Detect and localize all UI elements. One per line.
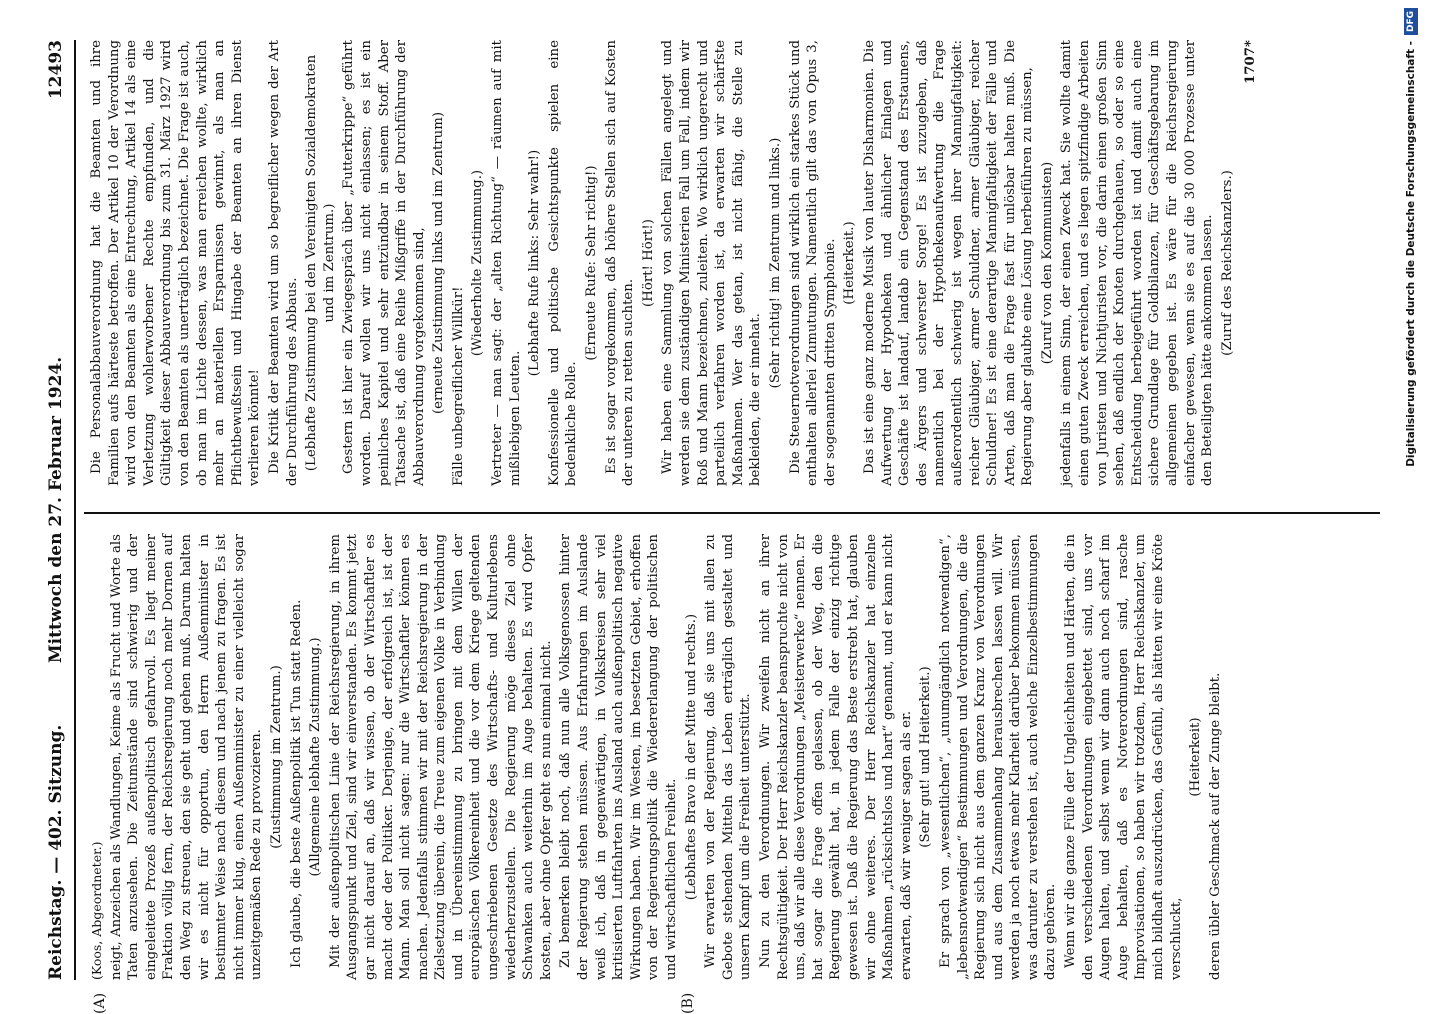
page-foot-number: 1707* [1243,40,1259,84]
paragraph: Fälle unbegreiflicher Willkür! [450,286,466,486]
paragraph: (Erneute Rufe: Sehr richtig!) [584,165,600,361]
paragraph: Ich glaube, die beste Außenpolitik ist Tun statt Reden. [288,599,304,968]
paragraph: Zu bemerken bleibt noch, daß nun alle Volksgenossen hinter der Regierung stehen müssen. Aus Erfahrungen im Auslande weiß ich, daß in gegenwärtigen, in Volkskreisen sehr viel kritisierten Luftfahrten ins Ausland auch außenpolitisch negative Wirkungen haben. Wir im Westen, im besetzten Gebiet, erhoffen von der Regierungspolitik die Wiedererlangung der politischen und wirtschaftlichen Freiheit. [558,534,679,980]
paragraph: (Sehr richtig! im Zentrum und links.) [767,137,783,389]
margin-marker-b: (B) [680,992,696,1014]
paragraph: (erneute Zustimmung links und im Zentrum) [431,111,447,415]
paragraph: Die Personalabbauverordnung hat die Beamten und ihre Familien aufs härteste betroffen. Der Artikel 10 der Verordnung wird von den Beamten als eine Entrechtung, Artikel 14 als eine Verletzung wohlerworbener Rechte empfunden, und die Gültigkeit dieser Abbauverordnung bis zum 31. März 1927 wird von den Beamten als unerträglich bezeichnet. Die Frage ist auch, ob man im Lichte dessen, was man erreichen wollte, wirklich mehr an materiellen Ersparnissen gewinnt, als man an Pflichtbewußtsein und Hingabe der Beamten an ihren Dienst verlieren könnte! [89,40,263,486]
paragraph: (Heiterkeit.) [842,221,858,305]
funding-note-text: Digitalisierung gefördert durch die Deutsche Forschungsgemeinschaft - [1405,41,1417,467]
paragraph: Das ist eine ganz moderne Musik von lauter Disharmonien. Die Aufwertung der Hypotheken und ähnlicher Einlagen und Geschäfte ist landauf, landab ein Gegenstand des Erstaunens, des Ärgers und schwerster Sorge! Es ist zuzugeben, daß namentlich bei der Hypothekenaufwertung die Frage außerordentlich schwierig ist wegen ihrer Mannigfaltigkeit: reicher Gläubiger, armer Schuldner, armer Gläubiger, reicher Schuldner! Es ist eine derartige Mannigfaltigkeit der Fälle und Arten, daß man die Frage fast für unlösbar halten muß. Die Regierung aber glaubte eine Lösung herbeiführen zu müssen, [861,40,1036,486]
paragraph: (Sehr gut! und Heiterkeit.) [918,666,934,848]
paragraph: deren übler Geschmack auf der Zunge bleibt. [1207,672,1223,980]
paragraph: Die Steuernotverordnungen sind wirklich ein starkes Stück und enthalten allerlei Zumutungen. Namentlich gilt das von Opus 3, der sogenannten dritten Symphonie. [787,40,838,486]
paragraph: Konfessionelle und politische Gesichtspunkte spielen eine bedenkliche Rolle. [546,40,580,486]
paragraph: (Hört! Hört!) [640,219,656,307]
paragraph: Vertreter — man sagt: der „alten Richtung“ — räumen auf mit mißliebigen Leuten. [490,40,523,486]
paragraph: (Koos, Abgeordneter.) [89,841,104,980]
column-divider [84,512,1380,514]
paragraph: (Lebhafte Rufe links: Sehr wahr!) [527,149,543,377]
funding-side-note [1398,8,1424,992]
paragraph: (Zuruf von den Kommunisten) [1039,161,1055,365]
paragraph: Es ist sogar vorgekommen, daß höhere Stellen sich auf Kosten der unteren zu retten suchten. [603,40,637,486]
paragraph: Nun zu den Verordnungen. Wir zweifeln nicht an ihrer Rechtsgültigkeit. Der Herr Reichskanzler beanspruchte nicht von uns, daß wir alle diese Verordnungen „Meisterwerke“ nennen. Er hat sogar die Frage offen gelassen, ob der Weg, den die Regierung gewählt hat, in jedem Falle der einzig richtige gewesen ist. Daß die Regierung das Beste erstrebt hat, glauben wir ohne weiteres. Der Herr Reichskanzler hat einzelne Maßnahmen „rücksichtslos und hart“ genannt, und er kann nicht erwarten, daß wir weniger sagen als er. [757,534,914,980]
left-text-column [88,534,1380,980]
right-text-column [88,40,1380,486]
paragraph: Mit der außenpolitischen Linie der Reichsregierung, in ihrem Ausgangspunkt und Ziel, sind wir einverstanden. Es kommt jetzt gar nicht darauf an, daß wir wissen, ob der Wirtschaftler es macht oder der Politiker. Derjenige, der erfolgreich ist, ist der Mann. Man soll nicht sagen: nur die Wirtschaftler können es machen. Jedenfalls stimmen wir mit der Reichsregierung in der Zielsetzung überein, die Treue zum eigenen Volke in Verbindung und in Übereinstimmung zu bringen mit dem Willen der europäischen Völkereinheit und die vor dem Kriege geltenden ungeschriebenen Gesetze des Wirtschafts- und Kulturlebens wiederherzustellen. Die Regierung möge dieses Ziel ohne Schwanken auch weiterhin im Auge behalten. Es wird Opfer kosten, aber ohne Opfer geht es nun einmal nicht. [327,534,554,980]
header-session: Reichstag. — 402. Sitzung. [46,724,66,980]
header-date: Mittwoch den 27. Februar 1924. [46,356,66,664]
paragraph: (Lebhaftes Bravo in der Mitte und rechts.) [683,613,699,901]
paragraph: Wenn wir die ganze Fülle der Ungleichheiten und Härten, die in den verschiedenen Verordnungen eingebettet sind, uns vor Augen halten, und selbst wenn wir dann auch noch scharf im Auge behalten, daß es Notverordnungen sind, rasche Improvisationen, so haben wir trotzdem, Herr Reichskanzler, um mich bildhaft auszudrücken, das Gefühl, als hätten wir eine Kröte verschluckt, [1063,534,1184,980]
paragraph: (Zustimmung im Zentrum.) [268,665,284,849]
paragraph: (Lebhafte Zustimmung bei den Vereinigten Sozialdemokraten und im Zentrum.) [304,54,337,472]
paragraph: (Zuruf des Reichskanzlers.) [1219,170,1235,356]
paragraph: neigt, Anzeichen als Wandlungen, Keime als Frucht und Worte als Taten anzusehen. Die Zeitumstände sind schwierig und der eingeleitete Prozeß außenpolitisch gefahrvoll. Es liegt meiner Fraktion völlig fern, der Reichsregierung noch mehr Dornen auf den Weg zu streuen, den sie geht und gehen muß. Darum halten wir es nicht für opportun, den Herrn Außenminister in bestimmter Weise nach diesem und nach jenem zu fragen. Es ist nicht immer klug, einen Außenminister zu einer vielleicht sogar unzeitgemäßen Rede zu provozieren. [108,534,265,980]
paragraph: Wir haben eine Sammlung von solchen Fällen angelegt und werden sie dem zuständigen Ministerien Fall um Fall, indem wir Roß und Mann bezeichnen, zuleiten. Wo wirklich ungerecht und parteilich verfahren worden ist, da erwarten wir schärfste Maßnahmen. Wer das getan, ist nicht fähig, die Stelle zu bekleiden, die er innehat. [660,40,764,486]
rotated-document-page [40,40,1380,1014]
paragraph: jedenfalls in einem Sinn, der einen Zweck hat. Sie wollte damit einen guten Zweck erreichen, und es liegen spitzfindige Arbeiten von Juristen und Nichtjuristen vor, die darin einen großen Sinn sehen, daß endlich der Knoten durchgehauen, so oder so eine Entscheidung herbeigeführt worden ist und damit auch eine sichere Grundlage für Goldbilanzen, für Geschäftsgebarung im allgemeinen gegeben ist. Es wäre für die Reichsregierung einfacher gewesen, wenn sie es auf die 30 000 Prozesse unter den Beteiligten hätte ankommen lassen. [1059,40,1216,486]
margin-marker-a: (A) [92,992,108,1014]
paragraph: (Heiterkeit) [1188,717,1204,797]
paragraph: Er sprach von „wesentlichen“, „unumgänglich notwendigen“, „lebensnotwendigen“ Bestimmungen und Verordnungen, die die Regierung sich nicht aus dem ganzen Kranz von Verordnungen und aus dem Zusammenhang herausbrechen lassen will. Wir werden ja noch etwas mehr Klarheit darüber bekommen müssen, was darunter zu verstehen ist, auch welche Einzelbestimmungen dazu gehören. [937,534,1059,980]
paragraph: Wir erwarten von der Regierung, daß sie uns mit allen zu Gebote stehenden Mitteln das Leben erträglich gestaltet und unsern Kampf um die Freiheit unterstützt. [703,534,754,980]
page-header [40,40,76,980]
header-page-number: 12493 [46,40,66,100]
dfg-logo: DFG [1404,8,1418,35]
paragraph: Gestern ist hier ein Zwiegespräch über „Futterkrippe“ geführt worden. Darauf wollen wir uns nicht einlassen; es ist ein peinliches Kapitel und sehr entzündbar in seinem Stoff. Aber Tatsache ist, daß eine Reihe Mißgriffe in der Durchführung der Abbauverordnung vorgekommen sind, [341,40,427,486]
paragraph: Die Kritik der Beamten wird um so begreiflicher wegen der Art der Durchführung des Abbaus. [266,40,300,486]
paragraph: (Allgemeine lebhafte Zustimmung.) [308,637,324,877]
paragraph: (Wiederholte Zustimmung.) [470,169,486,357]
